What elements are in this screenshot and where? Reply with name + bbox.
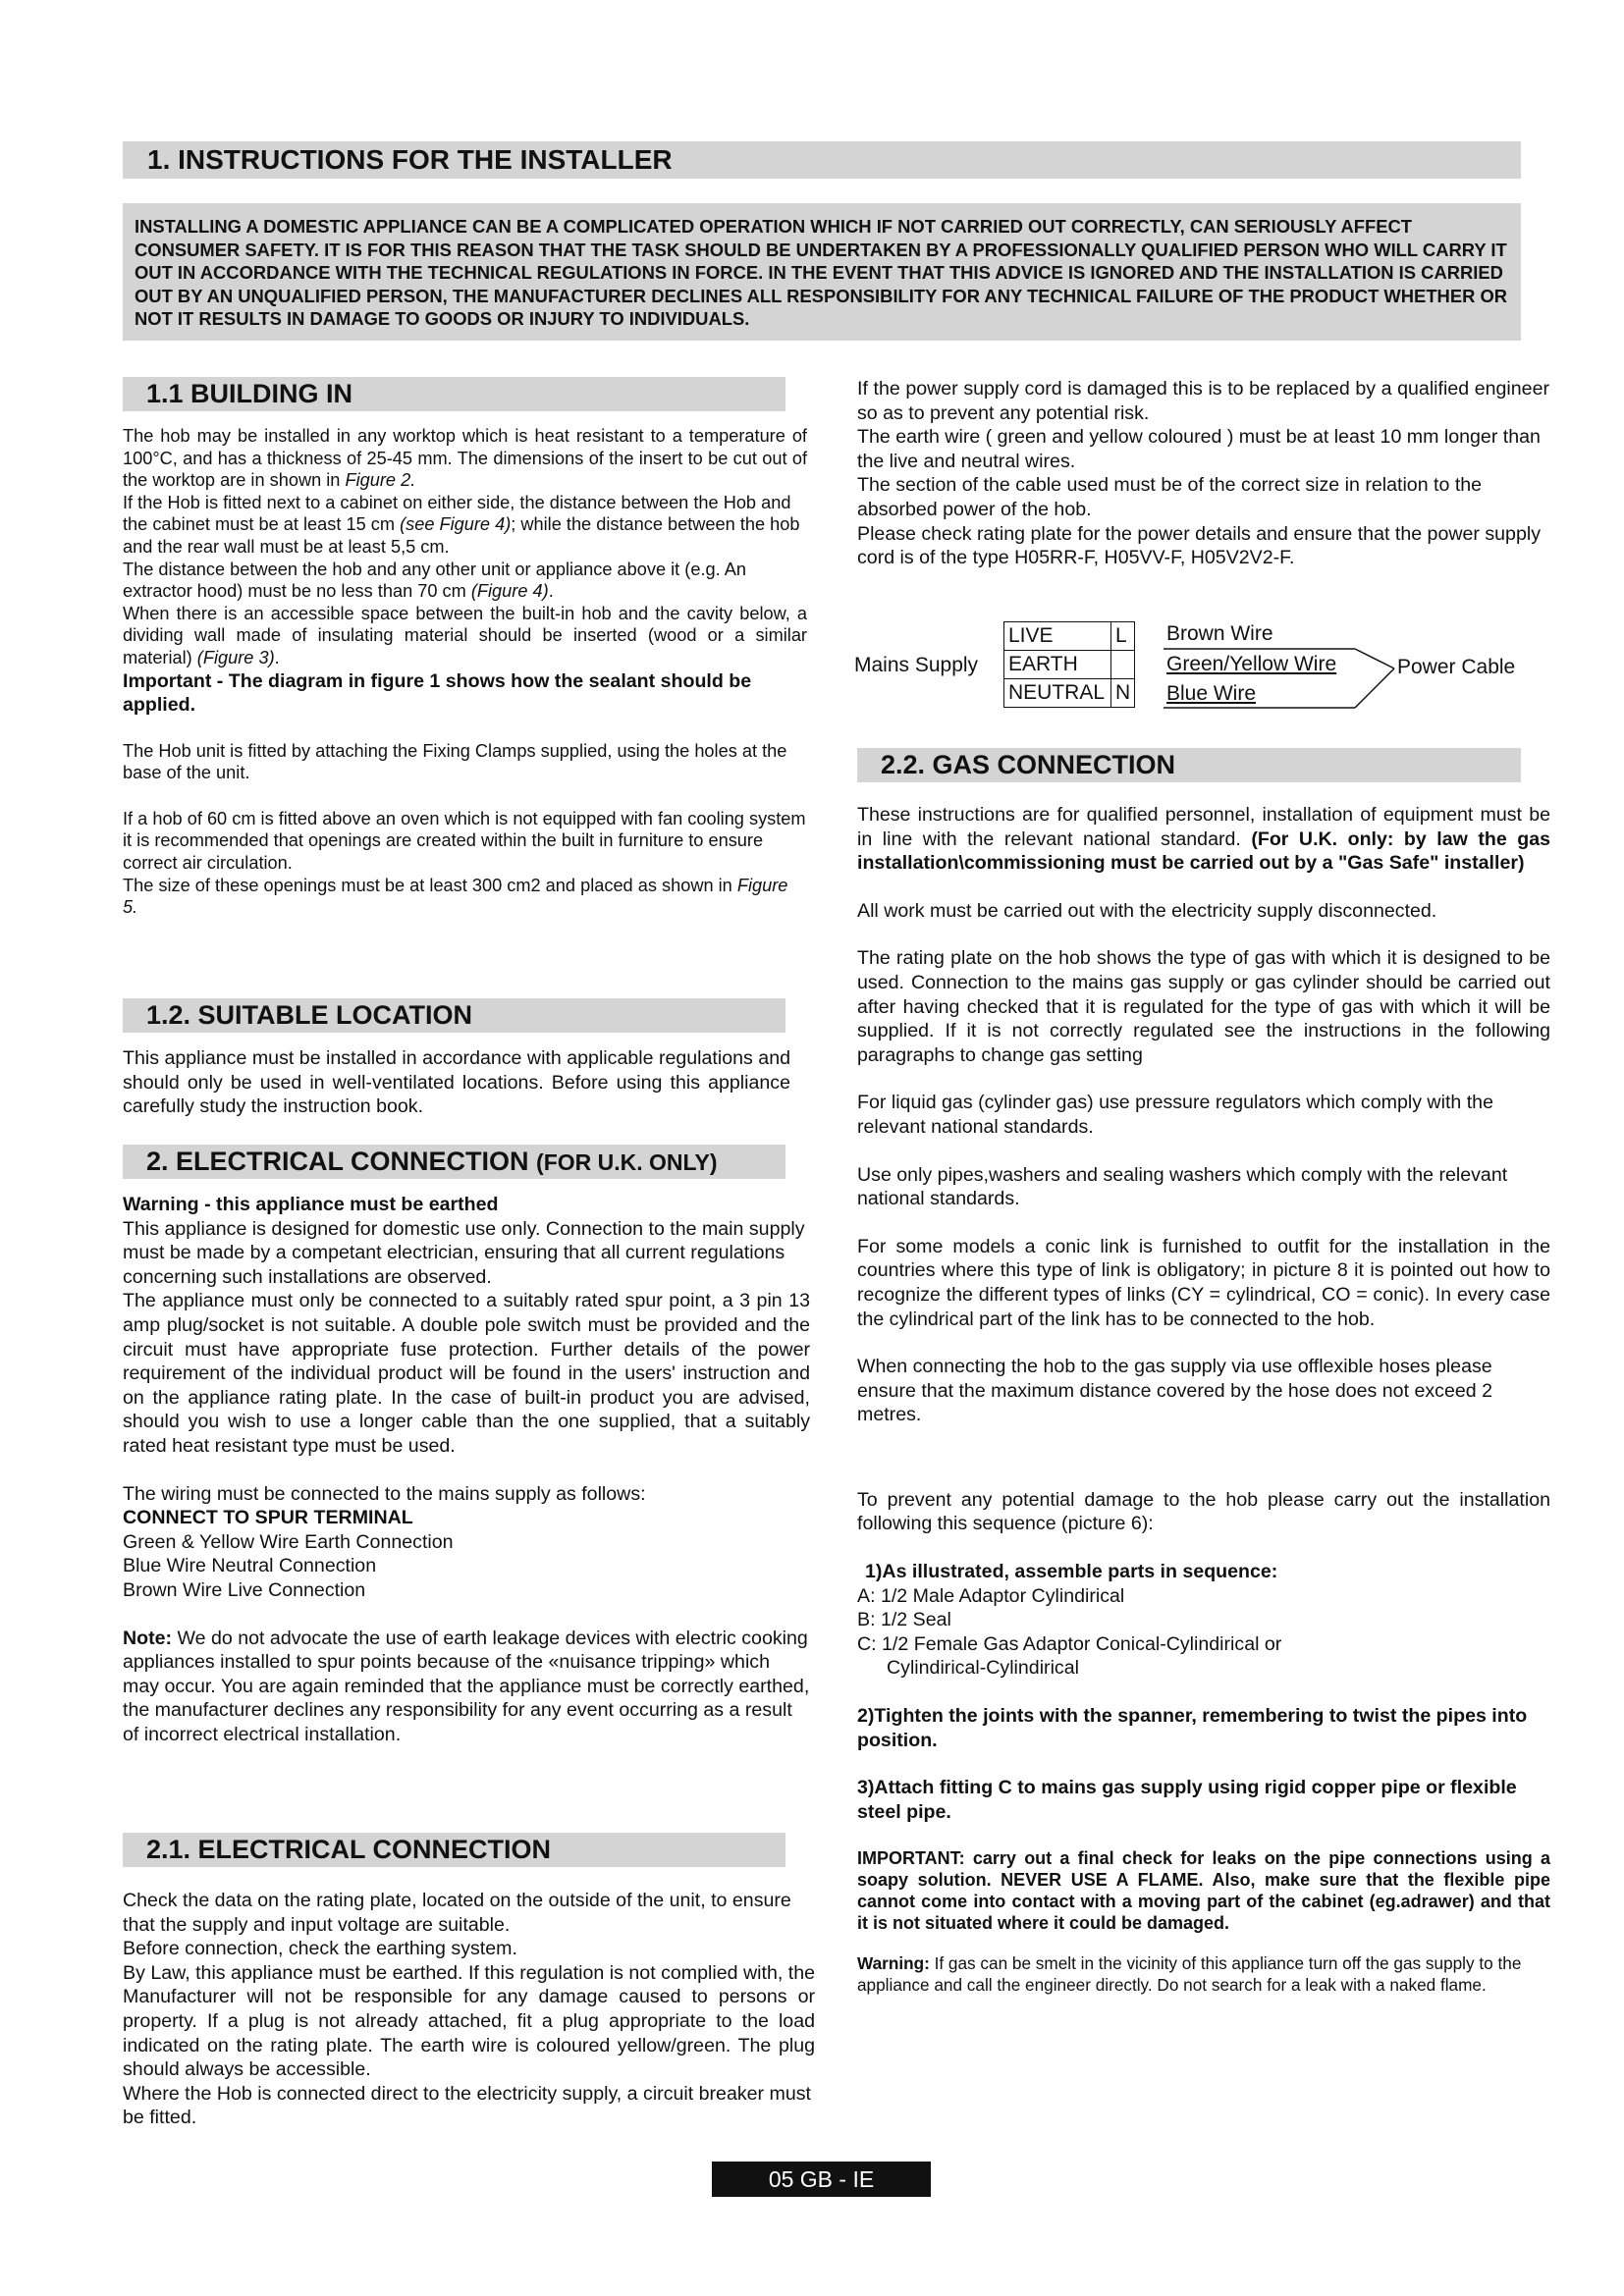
- suitable-location-body: [123, 1046, 790, 1119]
- terminal-name: NEUTRAL: [1004, 679, 1111, 708]
- figure-reference: (see Figure 4): [400, 514, 512, 535]
- figure-reference: (Figure 3): [196, 647, 275, 667]
- fixing-clamps-paragraph: The Hob unit is fitted by attaching the Fixing Clamps supplied, using the holes at the base of the unit.: [123, 740, 787, 783]
- terminal-code: N: [1111, 679, 1135, 708]
- gas-step-2: 2)Tighten the joints with the spanner, remembering to twist the pipes into position.: [857, 1705, 1528, 1751]
- wire-label-neutral: Blue Wire: [1166, 682, 1257, 705]
- section-title-electrical-connection: 2.1. ELECTRICAL CONNECTION: [123, 1833, 785, 1867]
- spacer: [857, 876, 1550, 899]
- leak-check-important: IMPORTANT: carry out a final check for leaks on the pipe connections using a soapy solution. NEVER USE A FLAME. Also, make sure that the flexible pipe cannot come into contact with a moving part of the cabinet (eg.adrawer) and that it is not situated where it could be damaged.: [857, 1848, 1550, 1934]
- mains-supply-label: Mains Supply: [854, 654, 979, 676]
- gas-safe-note: (For U.K. only: by law the gas installation\commissioning must be carried out by a "Gas Safe" installer): [857, 828, 1550, 875]
- power-cord-paragraph: If the power supply cord is damaged this is to be replaced by a qualified engineer so as to prevent any potential risk.: [857, 378, 1549, 424]
- note-text: We do not advocate the use of earth leakage devices with electric cooking appliances installed to spur points because of the «nuisance tripping» which may occur. You are again reminded that the appliance must be correctly earthed, the manufacturer declines any responsibility for any event occurring as a result of incorrect electrical installation.: [123, 1627, 810, 1745]
- spacer: [123, 717, 807, 740]
- spacer: [857, 1536, 1550, 1560]
- gas-part-item: C: 1/2 Female Gas Adaptor Conical-Cylindirical or: [857, 1632, 1282, 1655]
- terminal-name: LIVE: [1004, 622, 1111, 651]
- building-in-paragraph: [123, 492, 807, 559]
- power-cord-body: [857, 377, 1549, 570]
- spacer: [857, 1067, 1550, 1091]
- figure-reference: Figure 5.: [123, 875, 788, 918]
- spacer: [857, 1140, 1550, 1163]
- building-in-paragraph: [123, 603, 807, 669]
- gas-text: These instructions are for qualified personnel, installation of equipment must be in line with the relevant national standard.: [857, 804, 1550, 850]
- wiring-table: [1003, 621, 1135, 708]
- terminal-name: EARTH: [1004, 651, 1111, 679]
- electrical-connection-paragraph: Where the Hob is connected direct to the electricity supply, a circuit breaker must be fitted.: [123, 2082, 811, 2129]
- building-in-text: If the Hob is fitted next to a cabinet on either side, the distance between the Hob and the cabinet must be at least 15 cm: [123, 492, 791, 535]
- electrical-connection-paragraph: Before connection, check the earthing system.: [123, 1938, 517, 1960]
- cable-bundle-lines: [1154, 621, 1409, 715]
- spacer: [123, 1603, 810, 1627]
- spacer: [123, 784, 807, 808]
- building-in-text: The distance between the hob and any other unit or appliance above it (e.g. An extractor hood) must be no less than 70 cm: [123, 559, 746, 602]
- sealant-important-note: Important - The diagram in figure 1 shows how the sealant should be applied.: [123, 669, 752, 716]
- spacer: [857, 1211, 1550, 1235]
- gas-paragraph: To prevent any potential damage to the hob please carry out the installation following this sequence (picture 6):: [857, 1488, 1550, 1535]
- gas-paragraph: When connecting the hob to the gas supply via use offlexible hoses please ensure that the maximum distance covered by the hose does not exceed 2 metres.: [857, 1356, 1492, 1426]
- wiring-diagram: [854, 621, 1542, 715]
- spacer: [857, 923, 1550, 946]
- gas-paragraph: The rating plate on the hob shows the type of gas with which it is designed to be used. Connection to the mains gas supply or gas cylinder should be carried out after having checked that it is regulated for the type of gas with which it will be supplied. If it is not correctly regulated see the instructions in the following paragraphs to change gas setting: [857, 947, 1550, 1066]
- spacer: [857, 1824, 1550, 1847]
- installer-warning-box: [123, 203, 1521, 341]
- gas-step-1: 1)As illustrated, assemble parts in sequence:: [865, 1561, 1278, 1583]
- figure-reference: Figure 2.: [345, 470, 416, 491]
- building-in-text: .: [548, 581, 554, 602]
- electrical-uk-paragraph: The appliance must only be connected to a suitably rated spur point, a 3 pin 13 amp plug/socket is not suitable. A double pole switch must be provided and the circuit must have appropriate fuse protection. Further details of the power requirement of the individual product will be found in the users' instruction and on the appliance rating plate. In the case of built-in product you are advised, should you wish to use a longer cable than the one supplied, that a suitably rated heat resistant type must be used.: [123, 1290, 810, 1457]
- power-cord-paragraph: Please check rating plate for the power details and ensure that the power supply cord is of the type H05RR-F, H05VV-F, H05V2V2-F.: [857, 522, 1541, 569]
- gas-paragraph: All work must be carried out with the electricity supply disconnected.: [857, 899, 1437, 922]
- power-cord-paragraph: The section of the cable used must be of the correct size in relation to the absorbed power of the hob.: [857, 474, 1483, 520]
- gas-paragraph: Use only pipes,washers and sealing washers which comply with the relevant national standards.: [857, 1163, 1508, 1210]
- terminal-code: L: [1111, 622, 1135, 651]
- electrical-uk-paragraph: This appliance is designed for domestic use only. Connection to the main supply must be made by a competant electrician, ensuring that all current regulations concerning such installations are observed.: [123, 1217, 805, 1288]
- spacer: [857, 1331, 1550, 1355]
- wiring-row: [1004, 651, 1135, 679]
- building-in-paragraph: [123, 559, 807, 603]
- building-in-text: ; while the distance between the hob and the rear wall must be at least 5,5 cm.: [123, 514, 800, 557]
- power-cord-paragraph: The earth wire ( green and yellow coloured ) must be at least 10 mm longer than the live and neutral wires.: [857, 426, 1541, 472]
- wiring-intro: The wiring must be connected to the mains supply as follows:: [123, 1482, 646, 1505]
- building-in-text: When there is an accessible space between the built-in hob and the cavity below, a dividing wall made of insulating material should be inserted (wood or a similar material): [123, 603, 807, 667]
- section-title-suitable-location: 1.2. SUITABLE LOCATION: [123, 998, 785, 1033]
- oven-openings-paragraph: If a hob of 60 cm is fitted above an oven which is not equipped with fan cooling system it is recommended that openings are created within the built in furniture to ensure correct air circulation.: [123, 808, 806, 873]
- spacer: [857, 1752, 1550, 1776]
- openings-size-paragraph: [123, 875, 807, 919]
- electrical-uk-body: [123, 1193, 810, 1746]
- spacer: [857, 1681, 1550, 1704]
- gas-part-item: Cylindirical-Cylindirical: [887, 1657, 1079, 1680]
- terminal-code: [1111, 651, 1135, 679]
- earth-leakage-note: [123, 1627, 810, 1747]
- gas-paragraph: For liquid gas (cylinder gas) use pressure regulators which comply with the relevant national standards.: [857, 1092, 1493, 1138]
- building-in-body: [123, 425, 807, 919]
- spacer: [857, 1934, 1550, 1953]
- spacer: [857, 1427, 1550, 1488]
- spur-terminal-heading: CONNECT TO SPUR TERMINAL: [123, 1507, 413, 1529]
- main-title: 1. INSTRUCTIONS FOR THE INSTALLER: [123, 141, 1521, 179]
- gas-smell-warning: [857, 1953, 1550, 1996]
- building-in-paragraph: [123, 425, 807, 492]
- earthed-warning: Warning - this appliance must be earthed: [123, 1194, 499, 1215]
- wire-label-earth: Green/Yellow Wire: [1166, 653, 1337, 675]
- figure-reference: (Figure 4): [470, 581, 549, 602]
- warning-label: Warning:: [857, 1953, 930, 1974]
- page-number: 05 GB - IE: [712, 2162, 931, 2197]
- spacer: [123, 1459, 810, 1482]
- section-title-building-in: 1.1 BUILDING IN: [123, 377, 785, 411]
- electrical-connection-paragraph: By Law, this appliance must be earthed. If this regulation is not complied with, the Manufacturer will not be responsible for any damage caused to persons or property. If a plug is not already attached, fit a plug appropriate to the load indicated on the rating plate. The earth wire is coloured yellow/green. The plug should always be accessible.: [123, 1961, 815, 2081]
- wire-mapping: Blue Wire Neutral Connection: [123, 1555, 377, 1577]
- gas-part-item: B: 1/2 Seal: [857, 1609, 951, 1631]
- gas-paragraph: For some models a conic link is furnished to outfit for the installation in the countries where this type of link is obligatory; in picture 8 it is pointed out how to recognize the different types of links (CY = cylindrical, CO = conic). In every case the cylindrical part of the link has to be connected to the hob.: [857, 1235, 1550, 1330]
- electrical-uk-title-suffix: (FOR U.K. ONLY): [536, 1149, 718, 1175]
- building-in-text: The hob may be installed in any worktop which is heat resistant to a temperature of 100°C, and has a thickness of 25-45 mm. The dimensions of the insert to be cut out of the worktop are in shown in: [123, 426, 807, 491]
- gas-step-3: 3)Attach fitting C to mains gas supply using rigid copper pipe or flexible steel pipe.: [857, 1777, 1517, 1823]
- power-cable-label: Power Cable: [1397, 656, 1516, 678]
- note-label: Note:: [123, 1627, 173, 1649]
- wire-label-live: Brown Wire: [1166, 622, 1273, 645]
- gas-part-item: A: 1/2 Male Adaptor Cylindirical: [857, 1584, 1125, 1607]
- openings-size-text: The size of these openings must be at least 300 cm2 and placed as shown in: [123, 875, 737, 895]
- wire-mapping: Green & Yellow Wire Earth Connection: [123, 1530, 454, 1553]
- electrical-uk-title: 2. ELECTRICAL CONNECTION: [146, 1147, 529, 1176]
- gas-connection-body: [857, 803, 1550, 1996]
- warning-text: If gas can be smelt in the vicinity of this appliance turn off the gas supply to the appliance and call the engineer directly. Do not search for a leak with a naked flame.: [857, 1953, 1522, 1995]
- gas-qualified-paragraph: [857, 803, 1550, 876]
- installer-warning-text: INSTALLING A DOMESTIC APPLIANCE CAN BE A COMPLICATED OPERATION WHICH IF NOT CARRIED OUT CORRECTLY, CAN SERIOUSLY AFFECT CONSUMER SAFETY. IT IS FOR THIS REASON THAT THE TASK SHOULD BE UNDERTAKEN BY A PROFESSIONALLY QUALIFIED PERSON WHO WILL CARRY IT OUT IN ACCORDANCE WITH THE TECHNICAL REGULATIONS IN FORCE. IN THE EVENT THAT THIS ADVICE IS IGNORED AND THE INSTALLATION IS CARRIED OUT BY AN UNQUALIFIED PERSON, THE MANUFACTURER DECLINES ALL RESPONSIBILITY FOR ANY TECHNICAL FAILURE OF THE PRODUCT WHETHER OR NOT IT RESULTS IN DAMAGE TO GOODS OR INJURY TO INDIVIDUALS.: [135, 216, 1508, 329]
- section-title-gas-connection: 2.2. GAS CONNECTION: [857, 748, 1521, 782]
- wire-mapping: Brown Wire Live Connection: [123, 1578, 366, 1601]
- section-title-electrical-uk: [123, 1145, 785, 1179]
- building-in-text: .: [274, 647, 280, 667]
- wiring-row: [1004, 622, 1135, 651]
- electrical-connection-body: [123, 1889, 815, 2130]
- wiring-row: [1004, 679, 1135, 708]
- suitable-location-text: This appliance must be installed in accordance with applicable regulations and should only be used in well-ventilated locations. Before using this appliance carefully study the instruction book.: [123, 1047, 790, 1118]
- electrical-connection-paragraph: Check the data on the rating plate, located on the outside of the unit, to ensure that the supply and input voltage are suitable.: [123, 1890, 791, 1936]
